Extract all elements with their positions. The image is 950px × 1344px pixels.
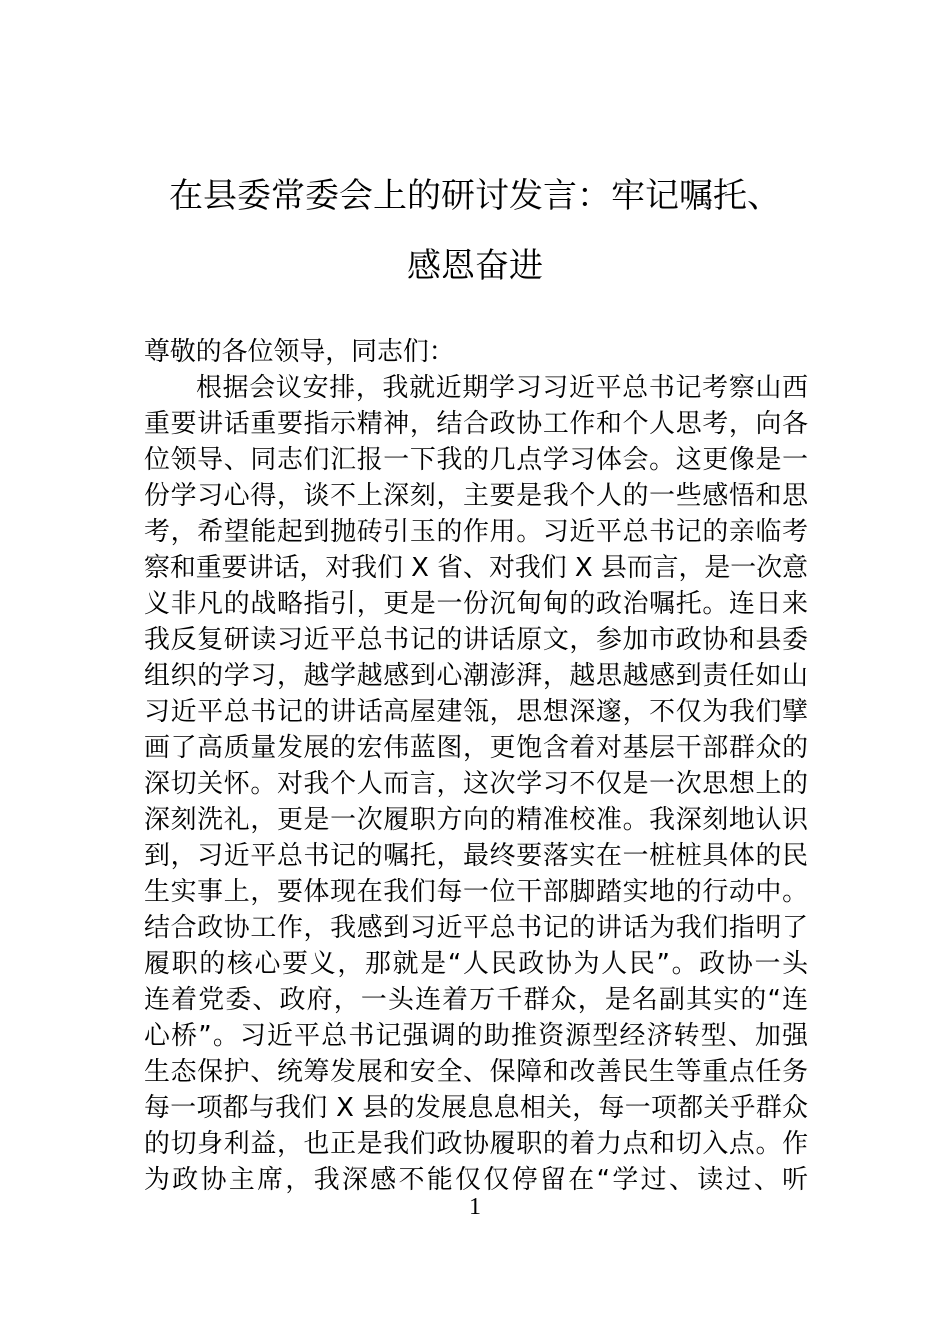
body-line: 义非凡的战略指引，更是一份沉甸甸的政治嘱托。连日来 bbox=[144, 589, 808, 619]
body-line: 习近平总书记的讲话高屋建瓴，思想深邃，不仅为我们擘 bbox=[144, 697, 808, 727]
body-line: 连着党委、政府，一头连着万千群众，是名副其实的“连 bbox=[144, 985, 808, 1015]
body-line: 心桥”。习近平总书记强调的助推资源型经济转型、加强 bbox=[144, 1021, 808, 1051]
body-line: 结合政协工作，我感到习近平总书记的讲话为我们指明了 bbox=[144, 913, 808, 943]
body-line: 生态保护、统筹发展和安全、保障和改善民生等重点任务 bbox=[144, 1057, 808, 1087]
body-line: 考，希望能起到抛砖引玉的作用。习近平总书记的亲临考 bbox=[144, 517, 808, 547]
page-number: 1 bbox=[469, 1194, 481, 1220]
body-line: 位领导、同志们汇报一下我的几点学习体会。这更像是一 bbox=[144, 445, 808, 475]
body-line: 根据会议安排，我就近期学习习近平总书记考察山西 bbox=[196, 373, 808, 403]
body-line: 深切关怀。对我个人而言，这次学习不仅是一次思想上的 bbox=[144, 769, 808, 799]
body-line: 我反复研读习近平总书记的讲话原文，参加市政协和县委 bbox=[144, 625, 808, 655]
body-line: 的切身利益，也正是我们政协履职的着力点和切入点。作 bbox=[144, 1129, 808, 1159]
body-line: 重要讲话重要指示精神，结合政协工作和个人思考，向各 bbox=[144, 409, 808, 439]
body-line: 察和重要讲话，对我们 X 省、对我们 X 县而言，是一次意 bbox=[144, 553, 808, 583]
body-line: 履职的核心要义，那就是“人民政协为人民”。政协一头 bbox=[144, 949, 808, 979]
title-line-1: 在县委常委会上的研讨发言：牢记嘱托、 bbox=[169, 176, 781, 216]
body-line: 深刻洗礼，更是一次履职方向的精准校准。我深刻地认识 bbox=[144, 805, 808, 835]
salutation: 尊敬的各位领导，同志们： bbox=[144, 337, 455, 367]
body-line: 为政协主席，我深感不能仅仅停留在“学过、读过、听 bbox=[144, 1165, 808, 1195]
body-line: 生实事上，要体现在我们每一位干部脚踏实地的行动中。 bbox=[144, 877, 808, 907]
body-line: 画了高质量发展的宏伟蓝图，更饱含着对基层干部群众的 bbox=[144, 733, 808, 763]
body-line: 到，习近平总书记的嘱托，最终要落实在一桩桩具体的民 bbox=[144, 841, 808, 871]
body-line: 份学习心得，谈不上深刻，主要是我个人的一些感悟和思 bbox=[144, 481, 808, 511]
body-line: 每一项都与我们 X 县的发展息息相关，每一项都关乎群众 bbox=[144, 1093, 808, 1123]
body-line: 组织的学习，越学越感到心潮澎湃，越思越感到责任如山 bbox=[144, 661, 808, 691]
title-line-2: 感恩奋进 bbox=[407, 246, 543, 286]
